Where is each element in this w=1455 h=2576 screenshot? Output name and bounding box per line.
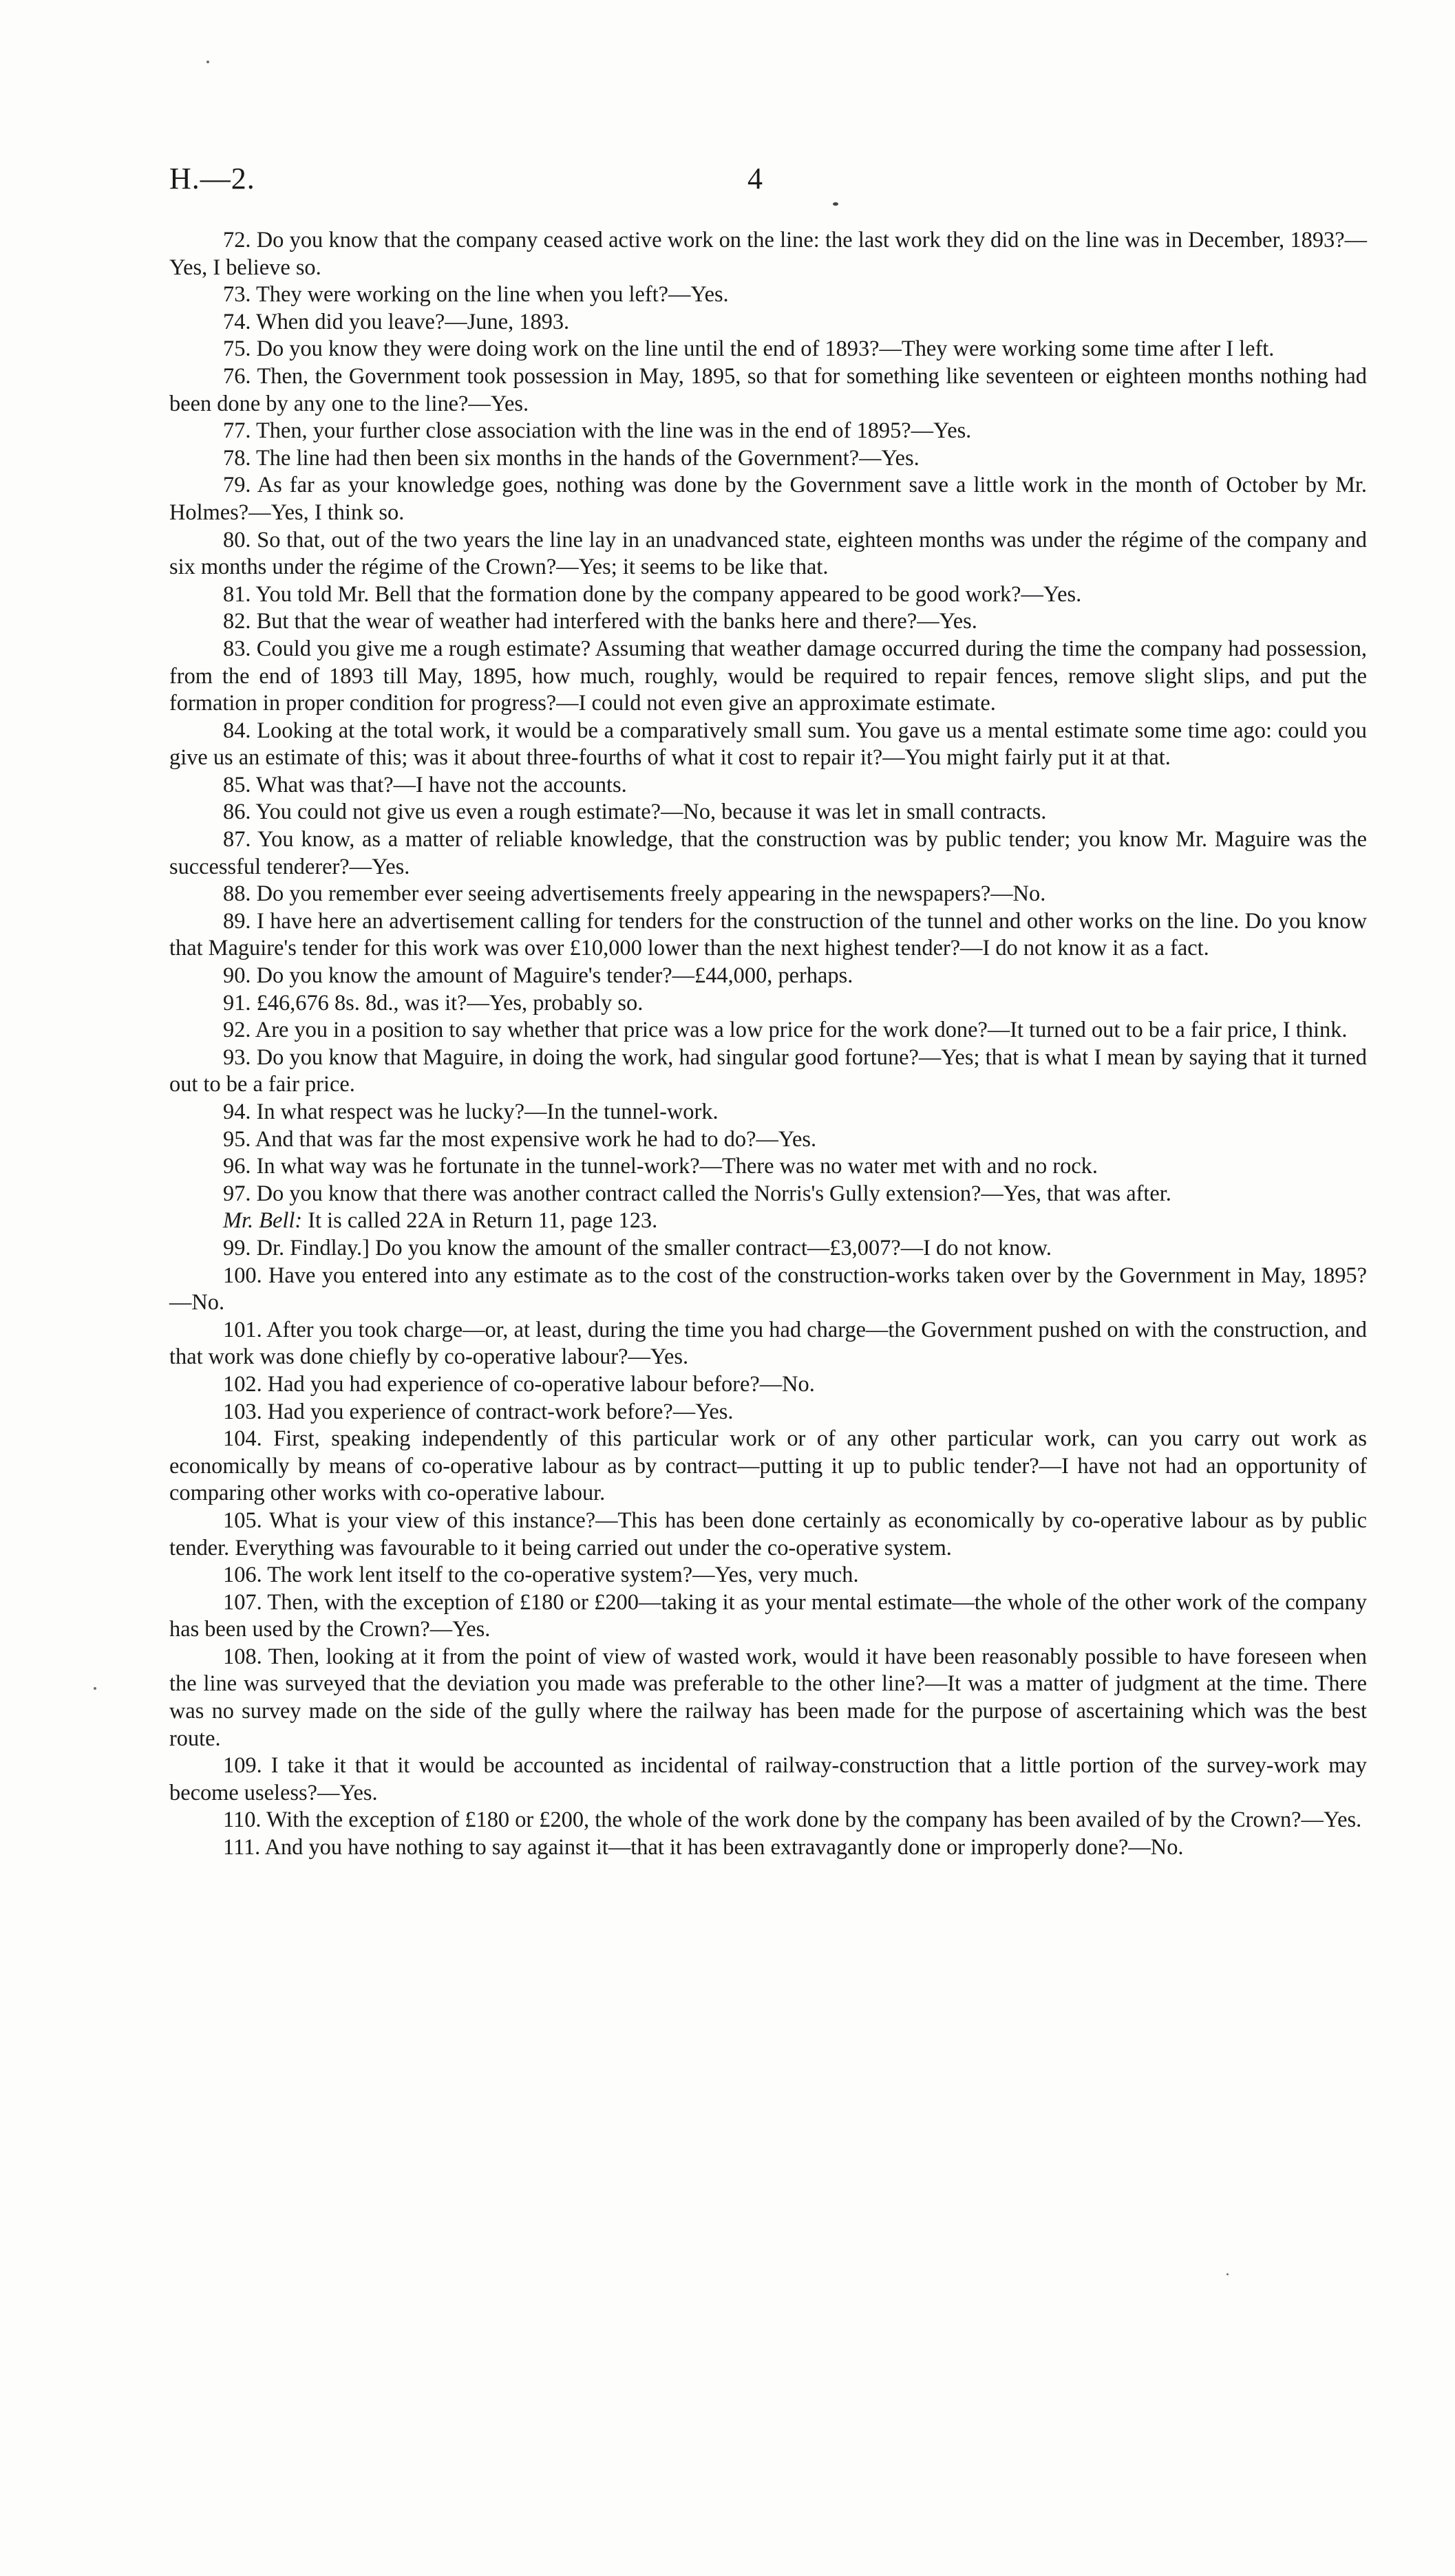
question-107: 107. Then, with the exception of £180 or £200—taking it as your mental estimate—the whole of the other work of the company has been used by the Crown?—Yes. xyxy=(169,1589,1367,1642)
question-88: 88. Do you remember ever seeing advertisements freely appearing in the newspapers?—No. xyxy=(223,881,1046,907)
question-95: 95. And that was far the most expensive work he had to do?—Yes. xyxy=(223,1126,817,1152)
question-99: 99. Dr. Findlay.] Do you know the amount of the smaller contract—£3,007?—I do not know. xyxy=(223,1235,1052,1260)
speaker-statement xyxy=(169,1208,1367,1235)
question-92: 92. Are you in a position to say whether that price was a low price for the work done?—It turned out to be a fair price, I think. xyxy=(223,1018,1348,1043)
question-106: 106. The work lent itself to the co-operative system?—Yes, very much. xyxy=(223,1563,859,1588)
question-111: 111. And you have nothing to say against it—that it has been extravagantly done or improperly done?—No. xyxy=(223,1835,1184,1860)
page-header xyxy=(169,161,1367,202)
question-101: 101. After you took charge—or, at least, during the time you had charge—the Government pushed on with the construction, and that work was done chiefly by co-operative labour?—Yes. xyxy=(169,1317,1367,1370)
question-105: 105. What is your view of this instance?—This has been done certainly as economically by co-operative labour as by public tender. Everything was favourable to it being carried out under the co-operative system. xyxy=(169,1507,1367,1560)
question-83: 83. Could you give me a rough estimate? Assuming that weather damage occurred during the time the company had possession, from the end of 1893 till May, 1895, how much, roughly, would be required to repair fences, remove slight slips, and put the formation in proper condition for progress?—I could not even give an approximate estimate. xyxy=(169,636,1367,716)
question-102: 102. Had you had experience of co-operative labour before?—No. xyxy=(223,1371,815,1397)
question-82: 82. But that the wear of weather had interfered with the banks here and there?—Yes. xyxy=(223,609,977,634)
question-72: 72. Do you know that the company ceased active work on the line: the last work they did on the line was in December, 1893?—Yes, I believe so. xyxy=(169,228,1367,280)
scan-speck xyxy=(1226,2273,1229,2275)
question-73: 73. They were working on the line when you left?—Yes. xyxy=(223,282,729,308)
question-84: 84. Looking at the total work, it would be a comparatively small sum. You gave us a mental estimate some time ago: could you give us an estimate of this; was it about three-fourths of what it cost to repair it?—You might fairly put it at that. xyxy=(169,718,1367,771)
question-77: 77. Then, your further close association with the line was in the end of 1895?—Yes. xyxy=(223,418,972,444)
question-74: 74. When did you leave?—June, 1893. xyxy=(223,309,570,334)
speaker-statement-text: It is called 22A in Return 11, page 123. xyxy=(308,1208,658,1234)
speaker-name: Mr. Bell: xyxy=(223,1208,303,1234)
question-94: 94. In what respect was he lucky?—In the tunnel-work. xyxy=(223,1099,719,1124)
page-number: 4 xyxy=(747,162,763,195)
parliamentary-paper-reference: H.—2. xyxy=(169,162,255,195)
question-89: 89. I have here an advertisement calling for tenders for the construction of the tunnel and other works on the line. Do you know that Maguire's tender for this work was over £10,000 lower than the next highest tender?—I do not know it as a fact. xyxy=(169,908,1367,961)
question-85: 85. What was that?—I have not the accounts. xyxy=(223,772,627,797)
question-110: 110. With the exception of £180 or £200, the whole of the work done by the company has been availed of by the Crown?—Yes. xyxy=(223,1807,1362,1833)
question-104: 104. First, speaking independently of this particular work or of any other particular work, can you carry out work as economically by means of co-operative labour as by contract—putting it up to public tender?—I have not had an opportunity of comparing other works with co-operative labour. xyxy=(169,1426,1367,1506)
question-96: 96. In what way was he fortunate in the tunnel-work?—There was no water met with and no rock. xyxy=(223,1154,1098,1179)
question-90: 90. Do you know the amount of Maguire's tender?—£44,000, perhaps. xyxy=(223,963,853,989)
question-93: 93. Do you know that Maguire, in doing the work, had singular good fortune?—Yes; that is what I mean by saying that it turned out to be a fair price. xyxy=(169,1044,1367,1097)
question-108: 108. Then, looking at it from the point of view of wasted work, would it have been reasonably possible to have foreseen when the line was surveyed that the deviation you made was preferable to the other line?—It was a matter of judgment at the time. There was no survey made on the side of the gully where the railway has been made for the purpose of ascertaining which was the best route. xyxy=(169,1644,1367,1751)
question-97: 97. Do you know that there was another contract called the Norris's Gully extension?—Yes, that was after. xyxy=(223,1181,1171,1206)
question-100: 100. Have you entered into any estimate as to the cost of the construction-works taken over by the Government in May, 1895?—No. xyxy=(169,1263,1367,1316)
question-79: 79. As far as your knowledge goes, nothing was done by the Government save a little work in the month of October by Mr. Holmes?—Yes, I think so. xyxy=(169,473,1367,525)
transcript-body xyxy=(169,227,1367,1862)
question-81: 81. You told Mr. Bell that the formation done by the company appeared to be good work?—Yes. xyxy=(223,581,1082,607)
scan-speck xyxy=(94,1687,96,1690)
question-103: 103. Had you experience of contract-work before?—Yes. xyxy=(223,1399,734,1424)
question-86: 86. You could not give us even a rough estimate?—No, because it was let in small contracts. xyxy=(223,799,1047,825)
question-109: 109. I take it that it would be accounted as incidental of railway-construction that a little portion of the survey-work may become useless?—Yes. xyxy=(169,1753,1367,1805)
scan-speck xyxy=(206,61,209,63)
question-80: 80. So that, out of the two years the line lay in an unadvanced state, eighteen months was under the régime of the company and six months under the régime of the Crown?—Yes; it seems to be like that. xyxy=(169,527,1367,580)
question-76: 76. Then, the Government took possession in May, 1895, so that for something like seventeen or eighteen months nothing had been done by any one to the line?—Yes. xyxy=(169,363,1367,416)
question-78: 78. The line had then been six months in the hands of the Government?—Yes. xyxy=(223,445,920,471)
question-87: 87. You know, as a matter of reliable knowledge, that the construction was by public tender; you know Mr. Maguire was the successful tenderer?—Yes. xyxy=(169,827,1367,879)
question-91: 91. £46,676 8s. 8d., was it?—Yes, probably so. xyxy=(223,990,644,1016)
question-75: 75. Do you know they were doing work on the line until the end of 1893?—They were working some time after I left. xyxy=(223,336,1275,362)
scan-speck xyxy=(833,202,838,206)
